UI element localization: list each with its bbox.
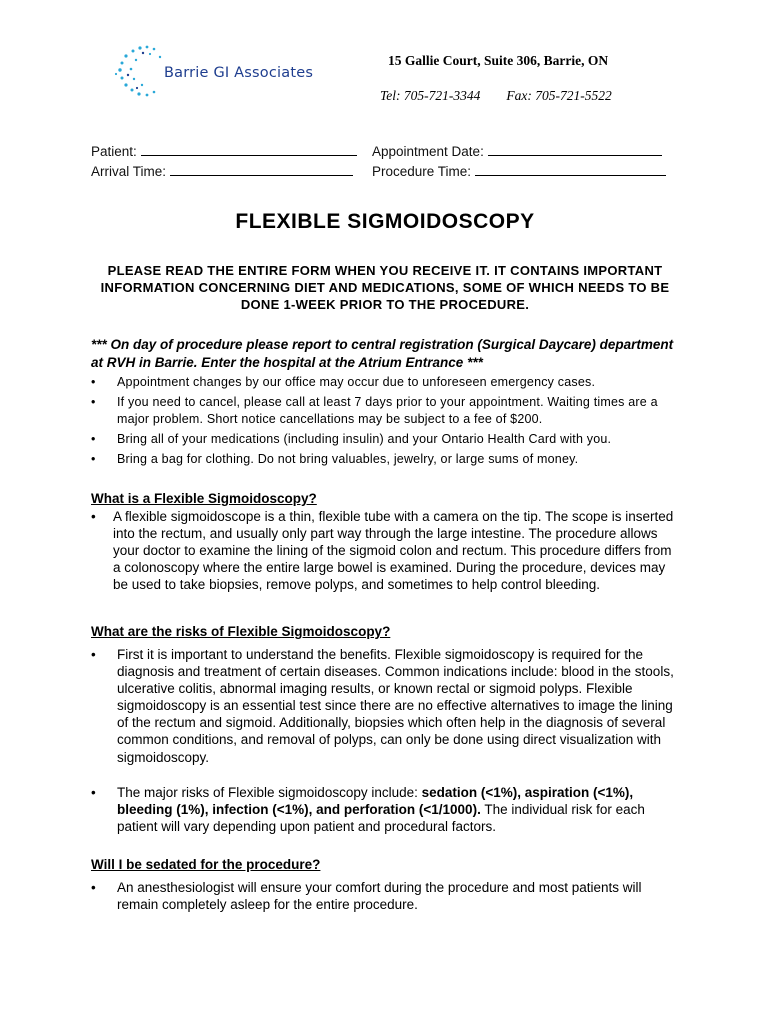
procedure-time-label: Procedure Time: bbox=[372, 164, 472, 179]
list-item bbox=[91, 784, 681, 835]
procedure-time-field bbox=[372, 163, 666, 179]
notes-list bbox=[91, 374, 681, 471]
list-item bbox=[91, 879, 681, 913]
procedure-time-input-line[interactable] bbox=[475, 163, 666, 176]
section-heading-risks: What are the risks of Flexible Sigmoidoscopy? bbox=[91, 624, 391, 639]
note-text: If you need to cancel, please call at least 7 days prior to your appointment. Waiting times are a major problem. Short notice cancellations may be subject to a fee of $200. bbox=[117, 395, 658, 426]
list-item bbox=[91, 451, 681, 468]
risks-intro-text: The major risks of Flexible sigmoidoscopy include: bbox=[117, 784, 422, 800]
page-title: FLEXIBLE SIGMOIDOSCOPY bbox=[235, 210, 535, 233]
benefits-text: First it is important to understand the benefits. Flexible sigmoidoscopy is required for the diagnosis and treatment of certain diseases. Common indications include: blood in the stools, ulcerative colitis, abnormal imaging results, or known rectal or sigmoid polyps. Flexible sigmoidoscopy is an essential test since there are no effective alternatives to image the lining of the rectum and sigmoid. Additionally, biopsies which often help in the diagnosis of several common conditions, and removal of polyps, can only be done using direct visualization with sigmoidoscopy. bbox=[117, 647, 674, 765]
bullet-icon: • bbox=[91, 451, 96, 466]
bullet-icon: • bbox=[91, 375, 96, 389]
clinic-fax: Fax: 705-721-5522 bbox=[506, 88, 612, 103]
section-heading-what-is: What is a Flexible Sigmoidoscopy? bbox=[91, 491, 317, 506]
what-is-list bbox=[91, 508, 681, 609]
arrival-notice: *** On day of procedure please report to central registration (Surgical Daycare) department at RVH in Barrie. Enter the hospital at the Atrium Entrance *** bbox=[91, 337, 674, 370]
arrival-time-field bbox=[91, 163, 353, 179]
sedation-text: An anesthesiologist will ensure your comfort during the procedure and most patients will remain completely asleep for the entire procedure. bbox=[117, 880, 642, 913]
logo-text: Barrie GI Associates bbox=[164, 65, 314, 81]
risks-list bbox=[91, 646, 681, 851]
patient-input-line[interactable] bbox=[141, 143, 357, 156]
what-is-text: A flexible sigmoidoscope is a thin, flexible tube with a camera on the tip. The scope is inserted into the rectum, and usually only part way through the large intestine. The procedure allows your doctor to examine the lining of the sigmoid colon and rectum. This procedure differs from a colonoscopy where the entire large bowel is examined. During the procedure, devices may be used to take biopsies, remove polyps, and sometimes to help control bleeding. bbox=[113, 509, 674, 593]
clinic-contact bbox=[380, 88, 612, 104]
arrival-time-label: Arrival Time: bbox=[91, 164, 167, 179]
sedation-list bbox=[91, 879, 681, 929]
appointment-date-field bbox=[372, 143, 662, 159]
bullet-icon: • bbox=[91, 647, 96, 662]
note-text: Appointment changes by our office may occur due to unforeseen emergency cases. bbox=[117, 375, 596, 389]
bullet-icon: • bbox=[91, 431, 96, 446]
clinic-phone: Tel: 705-721-3344 bbox=[380, 88, 481, 103]
list-item bbox=[91, 431, 681, 448]
section-heading-sedation: Will I be sedated for the procedure? bbox=[91, 857, 321, 872]
patient-label: Patient: bbox=[91, 144, 137, 159]
clinic-address: 15 Gallie Court, Suite 306, Barrie, ON bbox=[388, 53, 609, 68]
bullet-icon: • bbox=[91, 395, 96, 409]
note-text: Bring a bag for clothing. Do not bring valuables, jewelry, or large sums of money. bbox=[117, 451, 579, 466]
risks-bold-text: sedation (<1%), aspiration (<1%), bleeding (1%), infection (<1%), and perforation (<1/1000). bbox=[117, 784, 634, 817]
list-item bbox=[91, 646, 681, 766]
list-item bbox=[91, 508, 681, 593]
appointment-date-input-line[interactable] bbox=[488, 143, 662, 156]
intro-warning: PLEASE READ THE ENTIRE FORM WHEN YOU RECEIVE IT. IT CONTAINS IMPORTANT INFORMATION CONCERNING DIET AND MEDICATIONS, SOME OF WHICH NEEDS TO BE DONE 1-WEEK PRIOR TO THE PROCEDURE. bbox=[100, 263, 670, 313]
arrival-time-input-line[interactable] bbox=[170, 163, 353, 176]
appointment-date-label: Appointment Date: bbox=[372, 144, 484, 159]
list-item bbox=[91, 394, 681, 427]
risks-outro-text: The individual risk for each patient will vary depending upon patient and procedural factors. bbox=[117, 801, 645, 834]
bullet-icon: • bbox=[91, 784, 96, 800]
patient-field bbox=[91, 143, 357, 159]
bullet-icon: • bbox=[91, 880, 96, 895]
note-text: Bring all of your medications (including insulin) and your Ontario Health Card with you. bbox=[117, 431, 612, 446]
bullet-icon: • bbox=[91, 509, 96, 524]
list-item bbox=[91, 374, 681, 391]
